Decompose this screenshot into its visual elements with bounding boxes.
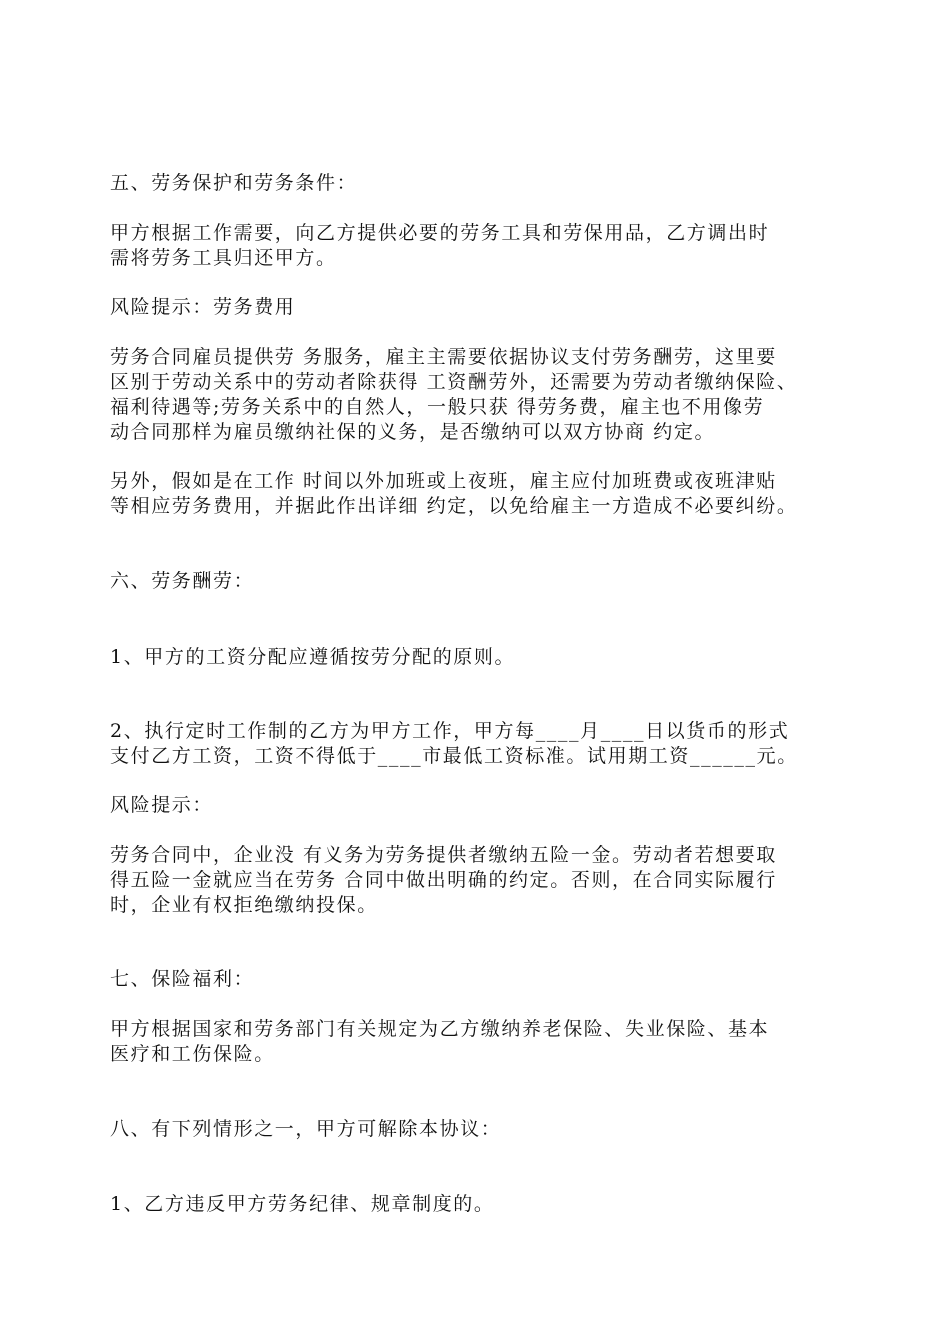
risk-note-heading-fees	[110, 295, 845, 320]
text-line: 风险提示：劳务费用	[110, 296, 296, 318]
section-heading-7	[110, 967, 845, 992]
risk-note-heading	[110, 793, 845, 818]
text-line: 动合同那样为雇员缴纳社保的义务，是否缴纳可以双方协商 约定。	[110, 421, 716, 443]
paragraph-overtime	[110, 469, 845, 519]
text-line: 甲方根据国家和劳务部门有关规定为乙方缴纳养老保险、失业保险、基本	[110, 1018, 770, 1040]
text-line: 1、甲方的工资分配应遵循按劳分配的原则。	[110, 646, 516, 668]
paragraph-labor-contract	[110, 345, 845, 445]
section-heading-6	[110, 569, 845, 594]
text-line: 支付乙方工资，工资不得低于____市最低工资标准。试用期工资______元。	[110, 745, 798, 767]
text-line: 风险提示：	[110, 794, 214, 816]
text-line: 福利待遇等;劳务关系中的自然人，一般只获 得劳务费，雇主也不用像劳	[110, 396, 765, 418]
text-line: 劳务合同雇员提供劳 务服务，雇主主需要依据协议支付劳务酬劳，这里要	[110, 346, 777, 368]
paragraph-insurance-note	[110, 843, 845, 918]
text-line: 另外，假如是在工作 时间以外加班或上夜班，雇主应付加班费或夜班津贴	[110, 470, 777, 492]
clause-6-1	[110, 645, 845, 670]
section-heading-8	[110, 1117, 845, 1142]
text-line: 得五险一金就应当在劳务 合同中做出明确的约定。否则，在合同实际履行	[110, 869, 777, 891]
text-line: 需将劳务工具归还甲方。	[110, 247, 337, 269]
paragraph-tools	[110, 221, 845, 271]
text-line: 甲方根据工作需要，向乙方提供必要的劳务工具和劳保用品，乙方调出时	[110, 222, 770, 244]
clause-8-1	[110, 1192, 845, 1217]
text-line: 时，企业有权拒绝缴纳投保。	[110, 894, 378, 916]
text-line: 2、执行定时工作制的乙方为甲方工作，甲方每____月____日以货币的形式	[110, 720, 790, 742]
text-line: 区别于劳动关系中的劳动者除获得 工资酬劳外，还需要为劳动者缴纳保险、	[110, 371, 798, 393]
section-heading-5	[110, 171, 845, 196]
clause-6-2	[110, 719, 845, 769]
text-line: 七、保险福利：	[110, 968, 255, 990]
text-line: 八、有下列情形之一，甲方可解除本协议：	[110, 1118, 502, 1140]
text-line: 等相应劳务费用，并据此作出详细 约定，以免给雇主一方造成不必要纠纷。	[110, 495, 798, 517]
text-line: 劳务合同中，企业没 有义务为劳务提供者缴纳五险一金。劳动者若想要取	[110, 844, 777, 866]
text-line: 五、劳务保护和劳务条件：	[110, 172, 358, 194]
text-line: 1、乙方违反甲方劳务纪律、规章制度的。	[110, 1193, 495, 1215]
paragraph-welfare	[110, 1017, 845, 1067]
text-line: 六、劳务酬劳：	[110, 570, 255, 592]
text-line: 医疗和工伤保险。	[110, 1043, 275, 1065]
